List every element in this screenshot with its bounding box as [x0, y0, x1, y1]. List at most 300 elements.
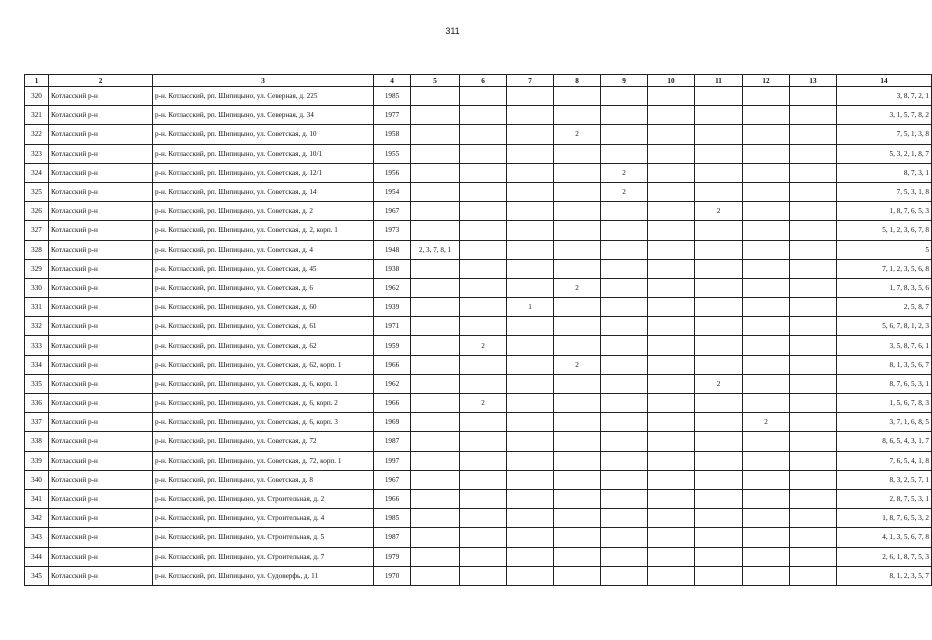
table-cell-col-11 [695, 317, 743, 336]
table-cell-col-14: 7, 6, 5, 4, 1, 8 [837, 451, 932, 470]
table-cell-col-14: 8, 7, 6, 5, 3, 1 [837, 374, 932, 393]
table-cell-col-4: 1955 [374, 144, 411, 163]
table-cell-col-7 [507, 221, 554, 240]
column-header-2: 2 [49, 75, 153, 87]
table-cell-col-13 [790, 259, 837, 278]
column-header-14: 14 [837, 75, 932, 87]
table-cell-col-4: 1956 [374, 163, 411, 182]
table-cell-col-9 [601, 240, 648, 259]
table-cell-col-11: 2 [695, 202, 743, 221]
table-cell-col-2: Котласский р-н [49, 125, 153, 144]
table-cell-col-13 [790, 528, 837, 547]
table-cell-col-3: р-н. Котласский, рп. Шипицыно, ул. Строительная, д. 7 [153, 547, 374, 566]
table-cell-col-2: Котласский р-н [49, 317, 153, 336]
column-header-4: 4 [374, 75, 411, 87]
table-cell-col-12 [743, 259, 790, 278]
table-cell-col-6: 2 [460, 336, 507, 355]
table-cell-col-6 [460, 355, 507, 374]
table-cell-col-2: Котласский р-н [49, 106, 153, 125]
table-cell-col-12 [743, 566, 790, 585]
table-cell-col-7 [507, 182, 554, 201]
table-cell-col-14: 1, 7, 8, 3, 5, 6 [837, 278, 932, 297]
table-row [25, 355, 932, 374]
table-row [25, 528, 932, 547]
table-cell-col-3: р-н. Котласский, рп. Шипицыно, ул. Советская, д. 45 [153, 259, 374, 278]
table-cell-col-9 [601, 278, 648, 297]
table-cell-col-11 [695, 163, 743, 182]
table-cell-col-7 [507, 470, 554, 489]
table-cell-col-14: 7, 5, 1, 3, 8 [837, 125, 932, 144]
table-cell-col-4: 1985 [374, 509, 411, 528]
table-cell-col-8 [554, 87, 601, 106]
table-cell-col-14: 5, 1, 2, 3, 6, 7, 8 [837, 221, 932, 240]
table-cell-col-9 [601, 202, 648, 221]
table-row [25, 394, 932, 413]
table-cell-col-9 [601, 413, 648, 432]
table-cell-col-5 [411, 432, 460, 451]
table-cell-col-9 [601, 221, 648, 240]
table-cell-col-11 [695, 87, 743, 106]
table-cell-col-5 [411, 470, 460, 489]
table-cell-col-5 [411, 317, 460, 336]
table-cell-col-11 [695, 489, 743, 508]
table-cell-col-10 [648, 394, 695, 413]
table-cell-col-1: 329 [25, 259, 49, 278]
column-header-10: 10 [648, 75, 695, 87]
table-cell-col-12 [743, 317, 790, 336]
table-cell-col-5 [411, 202, 460, 221]
table-cell-col-3: р-н. Котласский, рп. Шипицыно, ул. Советская, д. 61 [153, 317, 374, 336]
table-cell-col-11 [695, 413, 743, 432]
table-cell-col-3: р-н. Котласский, рп. Шипицыно, ул. Советская, д. 4 [153, 240, 374, 259]
table-cell-col-5 [411, 413, 460, 432]
table-cell-col-8 [554, 202, 601, 221]
table-cell-col-12 [743, 182, 790, 201]
table-row [25, 125, 932, 144]
table-cell-col-14: 5, 3, 2, 1, 8, 7 [837, 144, 932, 163]
table-cell-col-13 [790, 336, 837, 355]
table-row [25, 317, 932, 336]
table-cell-col-12 [743, 470, 790, 489]
table-cell-col-14: 7, 5, 3, 1, 8 [837, 182, 932, 201]
table-cell-col-9 [601, 259, 648, 278]
table-cell-col-13 [790, 221, 837, 240]
table-cell-col-7 [507, 144, 554, 163]
table-cell-col-11 [695, 298, 743, 317]
table-cell-col-7 [507, 528, 554, 547]
page-number: 311 [445, 26, 460, 36]
table-cell-col-13 [790, 566, 837, 585]
table-cell-col-7 [507, 451, 554, 470]
table-cell-col-11 [695, 144, 743, 163]
table-cell-col-14: 2, 6, 1, 8, 7, 5, 3 [837, 547, 932, 566]
table-cell-col-12 [743, 298, 790, 317]
table-cell-col-10 [648, 182, 695, 201]
table-cell-col-6 [460, 317, 507, 336]
table-body [25, 87, 932, 586]
table-cell-col-11 [695, 528, 743, 547]
table-cell-col-6 [460, 182, 507, 201]
table-cell-col-12 [743, 374, 790, 393]
table-cell-col-8 [554, 163, 601, 182]
table-cell-col-9 [601, 355, 648, 374]
table-cell-col-4: 1962 [374, 374, 411, 393]
table-cell-col-11 [695, 451, 743, 470]
column-header-11: 11 [695, 75, 743, 87]
table-cell-col-11 [695, 240, 743, 259]
table-cell-col-13 [790, 355, 837, 374]
table-cell-col-6 [460, 470, 507, 489]
table-cell-col-1: 335 [25, 374, 49, 393]
table-cell-col-5 [411, 566, 460, 585]
table-cell-col-7 [507, 336, 554, 355]
table-cell-col-3: р-н. Котласский, рп. Шипицыно, ул. Строительная, д. 2 [153, 489, 374, 508]
table-cell-col-3: р-н. Котласский, рп. Шипицыно, ул. Советская, д. 60 [153, 298, 374, 317]
table-cell-col-2: Котласский р-н [49, 489, 153, 508]
table-cell-col-1: 342 [25, 509, 49, 528]
table-cell-col-12 [743, 394, 790, 413]
table-cell-col-5 [411, 509, 460, 528]
table-cell-col-10 [648, 298, 695, 317]
table-cell-col-13 [790, 298, 837, 317]
table-cell-col-6 [460, 413, 507, 432]
table-cell-col-7 [507, 509, 554, 528]
table-cell-col-2: Котласский р-н [49, 336, 153, 355]
table-cell-col-3: р-н. Котласский, рп. Шипицыно, ул. Советская, д. 6 [153, 278, 374, 297]
table-row [25, 240, 932, 259]
table-cell-col-14: 8, 6, 5, 4, 3, 1, 7 [837, 432, 932, 451]
table-cell-col-11 [695, 106, 743, 125]
table-cell-col-4: 1985 [374, 87, 411, 106]
table-cell-col-2: Котласский р-н [49, 259, 153, 278]
table-cell-col-3: р-н. Котласский, рп. Шипицыно, ул. Советская, д. 10/1 [153, 144, 374, 163]
table-cell-col-7: 1 [507, 298, 554, 317]
table-cell-col-12 [743, 125, 790, 144]
table-cell-col-6 [460, 125, 507, 144]
table-cell-col-2: Котласский р-н [49, 528, 153, 547]
table-cell-col-13 [790, 413, 837, 432]
table-cell-col-8 [554, 298, 601, 317]
table-cell-col-10 [648, 202, 695, 221]
table-cell-col-5 [411, 163, 460, 182]
table-cell-col-1: 322 [25, 125, 49, 144]
column-header-3: 3 [153, 75, 374, 87]
table-cell-col-5 [411, 125, 460, 144]
table-row [25, 336, 932, 355]
table-cell-col-1: 339 [25, 451, 49, 470]
table-cell-col-9 [601, 144, 648, 163]
table-cell-col-2: Котласский р-н [49, 374, 153, 393]
table-cell-col-6 [460, 278, 507, 297]
table-cell-col-4: 1938 [374, 259, 411, 278]
table-cell-col-5 [411, 278, 460, 297]
table-cell-col-10 [648, 374, 695, 393]
table-cell-col-10 [648, 125, 695, 144]
table-cell-col-14: 8, 1, 2, 3, 5, 7 [837, 566, 932, 585]
column-header-12: 12 [743, 75, 790, 87]
table-cell-col-4: 1969 [374, 413, 411, 432]
table-cell-col-3: р-н. Котласский, рп. Шипицыно, ул. Строительная, д. 5 [153, 528, 374, 547]
table-row [25, 278, 932, 297]
table-cell-col-12 [743, 451, 790, 470]
table-cell-col-13 [790, 106, 837, 125]
table-cell-col-6 [460, 202, 507, 221]
table-cell-col-6 [460, 547, 507, 566]
column-header-5: 5 [411, 75, 460, 87]
table-cell-col-11 [695, 470, 743, 489]
table-cell-col-1: 324 [25, 163, 49, 182]
table-cell-col-13 [790, 394, 837, 413]
table-cell-col-2: Котласский р-н [49, 566, 153, 585]
table-cell-col-6 [460, 259, 507, 278]
table-cell-col-9 [601, 566, 648, 585]
table-cell-col-12 [743, 336, 790, 355]
table-cell-col-3: р-н. Котласский, рп. Шипицыно, ул. Советская, д. 72, корп. 1 [153, 451, 374, 470]
table-cell-col-3: р-н. Котласский, рп. Шипицыно, ул. Советская, д. 10 [153, 125, 374, 144]
table-cell-col-1: 327 [25, 221, 49, 240]
table-cell-col-6 [460, 489, 507, 508]
table-cell-col-7 [507, 489, 554, 508]
table-cell-col-13 [790, 432, 837, 451]
table-cell-col-13 [790, 240, 837, 259]
table-cell-col-4: 1967 [374, 202, 411, 221]
table-cell-col-4: 1997 [374, 451, 411, 470]
table-cell-col-10 [648, 528, 695, 547]
table-cell-col-5 [411, 259, 460, 278]
table-row [25, 202, 932, 221]
table-cell-col-6 [460, 163, 507, 182]
table-cell-col-2: Котласский р-н [49, 240, 153, 259]
table-cell-col-4: 1967 [374, 470, 411, 489]
table-cell-col-9: 2 [601, 163, 648, 182]
table-cell-col-8 [554, 489, 601, 508]
table-cell-col-4: 1939 [374, 298, 411, 317]
table-cell-col-7 [507, 413, 554, 432]
table-cell-col-13 [790, 489, 837, 508]
table-cell-col-12 [743, 144, 790, 163]
table-cell-col-8 [554, 336, 601, 355]
table-cell-col-4: 1948 [374, 240, 411, 259]
table-row [25, 87, 932, 106]
table-cell-col-8: 2 [554, 278, 601, 297]
housing-register-table [24, 74, 932, 586]
table-cell-col-3: р-н. Котласский, рп. Шипицыно, ул. Советская, д. 6, корп. 3 [153, 413, 374, 432]
table-cell-col-7 [507, 394, 554, 413]
table-row [25, 451, 932, 470]
table-cell-col-12 [743, 221, 790, 240]
table-cell-col-11 [695, 509, 743, 528]
table-cell-col-2: Котласский р-н [49, 221, 153, 240]
table-cell-col-1: 330 [25, 278, 49, 297]
table-cell-col-13 [790, 87, 837, 106]
table-cell-col-4: 1966 [374, 489, 411, 508]
column-header-9: 9 [601, 75, 648, 87]
table-cell-col-14: 7, 1, 2, 3, 5, 6, 8 [837, 259, 932, 278]
table-cell-col-13 [790, 547, 837, 566]
table-cell-col-10 [648, 451, 695, 470]
table-cell-col-12 [743, 432, 790, 451]
table-cell-col-1: 331 [25, 298, 49, 317]
table-cell-col-8 [554, 221, 601, 240]
table-cell-col-6: 2 [460, 394, 507, 413]
table-cell-col-7 [507, 547, 554, 566]
table-cell-col-6 [460, 106, 507, 125]
table-cell-col-8 [554, 182, 601, 201]
table-cell-col-5 [411, 221, 460, 240]
table-cell-col-9 [601, 374, 648, 393]
table-cell-col-12 [743, 202, 790, 221]
table-cell-col-7 [507, 355, 554, 374]
table-row [25, 163, 932, 182]
table-cell-col-11: 2 [695, 374, 743, 393]
column-header-6: 6 [460, 75, 507, 87]
table-cell-col-1: 336 [25, 394, 49, 413]
table-cell-col-1: 321 [25, 106, 49, 125]
table-cell-col-2: Котласский р-н [49, 451, 153, 470]
table-cell-col-8 [554, 240, 601, 259]
table-cell-col-6 [460, 221, 507, 240]
table-cell-col-13 [790, 144, 837, 163]
table-cell-col-2: Котласский р-н [49, 298, 153, 317]
table-cell-col-9 [601, 470, 648, 489]
table-cell-col-14: 1, 8, 7, 6, 5, 3 [837, 202, 932, 221]
table-cell-col-10 [648, 278, 695, 297]
table-cell-col-3: р-н. Котласский, рп. Шипицыно, ул. Северная, д. 34 [153, 106, 374, 125]
column-header-1: 1 [25, 75, 49, 87]
table-cell-col-14: 3, 5, 8, 7, 6, 1 [837, 336, 932, 355]
table-cell-col-11 [695, 336, 743, 355]
table-cell-col-2: Котласский р-н [49, 278, 153, 297]
table-cell-col-6 [460, 528, 507, 547]
table-cell-col-14: 1, 5, 6, 7, 8, 3 [837, 394, 932, 413]
table-cell-col-8 [554, 547, 601, 566]
table-cell-col-9 [601, 336, 648, 355]
table-cell-col-8 [554, 509, 601, 528]
table-cell-col-10 [648, 489, 695, 508]
table-cell-col-6 [460, 509, 507, 528]
table-cell-col-12 [743, 547, 790, 566]
table-cell-col-11 [695, 355, 743, 374]
table-cell-col-14: 8, 7, 3, 1 [837, 163, 932, 182]
table-cell-col-14: 1, 8, 7, 6, 5, 3, 2 [837, 509, 932, 528]
table-cell-col-1: 343 [25, 528, 49, 547]
table-cell-col-1: 328 [25, 240, 49, 259]
table-cell-col-11 [695, 182, 743, 201]
table-cell-col-9 [601, 298, 648, 317]
table-row [25, 489, 932, 508]
table-cell-col-12 [743, 240, 790, 259]
table-cell-col-1: 333 [25, 336, 49, 355]
table-cell-col-4: 1954 [374, 182, 411, 201]
table-cell-col-2: Котласский р-н [49, 547, 153, 566]
table-cell-col-13 [790, 451, 837, 470]
table-cell-col-13 [790, 374, 837, 393]
table-cell-col-8 [554, 106, 601, 125]
table-cell-col-8 [554, 259, 601, 278]
table-cell-col-7 [507, 240, 554, 259]
table-cell-col-7 [507, 202, 554, 221]
table-row [25, 470, 932, 489]
table-row [25, 413, 932, 432]
table-cell-col-2: Котласский р-н [49, 163, 153, 182]
table-cell-col-10 [648, 240, 695, 259]
table-cell-col-11 [695, 221, 743, 240]
table-cell-col-5: 2, 3, 7, 8, 1 [411, 240, 460, 259]
table-cell-col-1: 344 [25, 547, 49, 566]
table-cell-col-10 [648, 509, 695, 528]
table-cell-col-9 [601, 432, 648, 451]
table-row [25, 547, 932, 566]
table-cell-col-8: 2 [554, 355, 601, 374]
table-cell-col-10 [648, 87, 695, 106]
table-cell-col-5 [411, 355, 460, 374]
table-cell-col-1: 325 [25, 182, 49, 201]
table-cell-col-12 [743, 87, 790, 106]
table-row [25, 144, 932, 163]
table-cell-col-4: 1979 [374, 547, 411, 566]
table-row [25, 509, 932, 528]
table-cell-col-3: р-н. Котласский, рп. Шипицыно, ул. Судоверфь, д. 11 [153, 566, 374, 585]
table-cell-col-7 [507, 278, 554, 297]
table-row [25, 566, 932, 585]
table-cell-col-11 [695, 566, 743, 585]
table-cell-col-6 [460, 374, 507, 393]
table-header-row [25, 75, 932, 87]
table-cell-col-6 [460, 451, 507, 470]
table-cell-col-10 [648, 547, 695, 566]
table-cell-col-8 [554, 413, 601, 432]
table-cell-col-10 [648, 106, 695, 125]
table-cell-col-12 [743, 106, 790, 125]
table-cell-col-12 [743, 509, 790, 528]
table-cell-col-5 [411, 547, 460, 566]
table-cell-col-7 [507, 374, 554, 393]
table-cell-col-7 [507, 106, 554, 125]
column-header-13: 13 [790, 75, 837, 87]
table-cell-col-1: 340 [25, 470, 49, 489]
table-cell-col-10 [648, 432, 695, 451]
table-cell-col-14: 4, 1, 3, 5, 6, 7, 8 [837, 528, 932, 547]
table-cell-col-9 [601, 509, 648, 528]
table-row [25, 182, 932, 201]
table-cell-col-14: 3, 8, 7, 2, 1 [837, 87, 932, 106]
table-row [25, 259, 932, 278]
table-cell-col-11 [695, 394, 743, 413]
table-cell-col-5 [411, 528, 460, 547]
table-cell-col-3: р-н. Котласский, рп. Шипицыно, ул. Северная, д. 225 [153, 87, 374, 106]
table-cell-col-7 [507, 566, 554, 585]
table-cell-col-4: 1966 [374, 355, 411, 374]
table-cell-col-5 [411, 374, 460, 393]
table-cell-col-5 [411, 106, 460, 125]
table-cell-col-11 [695, 259, 743, 278]
table-cell-col-5 [411, 451, 460, 470]
table-cell-col-8 [554, 374, 601, 393]
table-cell-col-3: р-н. Котласский, рп. Шипицыно, ул. Советская, д. 72 [153, 432, 374, 451]
table-cell-col-3: р-н. Котласский, рп. Шипицыно, ул. Советская, д. 8 [153, 470, 374, 489]
table-cell-col-9 [601, 528, 648, 547]
table-cell-col-10 [648, 355, 695, 374]
table-cell-col-3: р-н. Котласский, рп. Шипицыно, ул. Советская, д. 2 [153, 202, 374, 221]
table-cell-col-13 [790, 278, 837, 297]
table-cell-col-7 [507, 125, 554, 144]
table-cell-col-3: р-н. Котласский, рп. Шипицыно, ул. Советская, д. 62 [153, 336, 374, 355]
column-header-7: 7 [507, 75, 554, 87]
table-cell-col-1: 326 [25, 202, 49, 221]
table-cell-col-2: Котласский р-н [49, 470, 153, 489]
table-cell-col-13 [790, 125, 837, 144]
table-cell-col-12: 2 [743, 413, 790, 432]
